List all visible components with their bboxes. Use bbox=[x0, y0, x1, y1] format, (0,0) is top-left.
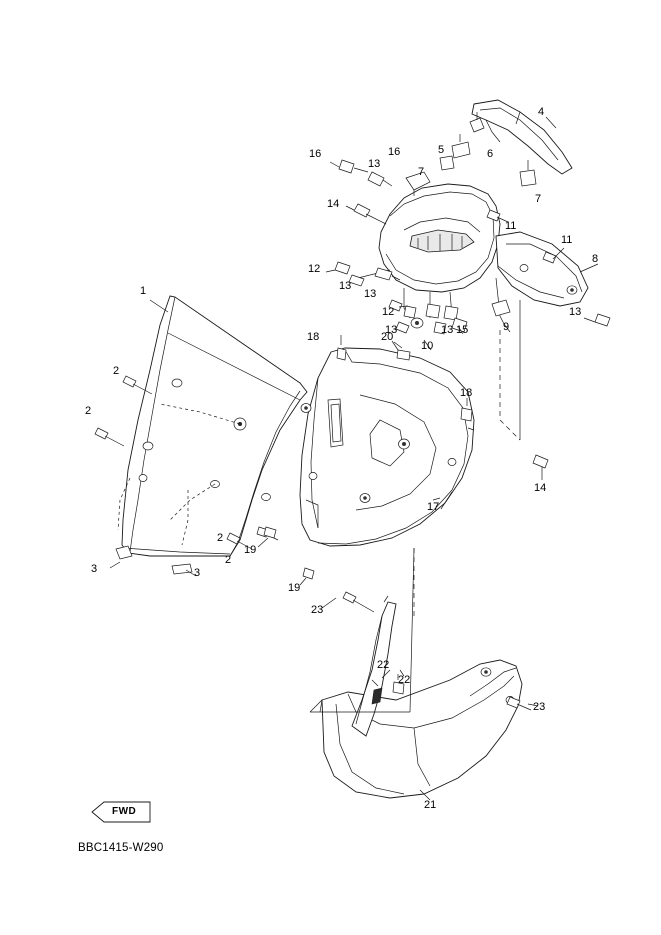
callout-16a: 16 bbox=[309, 148, 322, 160]
callout-14b: 14 bbox=[534, 482, 547, 494]
callout-6: 6 bbox=[487, 148, 494, 160]
callout-5: 5 bbox=[438, 144, 445, 156]
callout-2a: 2 bbox=[113, 365, 120, 377]
callout-23a: 23 bbox=[311, 604, 324, 616]
callout-22b: 22 bbox=[398, 674, 411, 686]
part-number-label: BBC1415-W290 bbox=[78, 842, 164, 854]
callout-2b: 2 bbox=[85, 405, 92, 417]
callout-13f: 13 bbox=[569, 306, 582, 318]
callout-13c: 13 bbox=[364, 288, 377, 300]
callout-14a: 14 bbox=[327, 198, 340, 210]
callout-13a: 13 bbox=[368, 158, 381, 170]
callout-15: 15 bbox=[456, 324, 469, 336]
callout-19a: 19 bbox=[244, 544, 257, 556]
windshield-group bbox=[116, 296, 307, 574]
callout-7b: 7 bbox=[535, 193, 542, 205]
fwd-label: FWD bbox=[112, 806, 137, 817]
callout-13e: 13 bbox=[441, 324, 454, 336]
callout-12a: 12 bbox=[308, 263, 321, 275]
callout-10: 10 bbox=[421, 340, 434, 352]
callout-3b: 3 bbox=[194, 567, 201, 579]
callout-8: 8 bbox=[592, 253, 599, 265]
callout-20: 20 bbox=[381, 331, 394, 343]
callout-23b: 23 bbox=[533, 701, 546, 713]
callout-1: 1 bbox=[140, 285, 147, 297]
callout-13d: 13 bbox=[385, 324, 398, 336]
callout-21: 21 bbox=[424, 799, 437, 811]
callout-22a: 22 bbox=[377, 659, 390, 671]
callout-9: 9 bbox=[503, 321, 510, 333]
callout-19b: 19 bbox=[288, 582, 301, 594]
callout-18b: 18 bbox=[460, 387, 473, 399]
side-cowl-group bbox=[300, 348, 474, 546]
callout-18a: 18 bbox=[307, 331, 320, 343]
callout-12b: 12 bbox=[382, 306, 395, 318]
callout-17: 17 bbox=[427, 501, 440, 513]
callout-3a: 3 bbox=[91, 563, 98, 575]
callout-7a: 7 bbox=[418, 166, 425, 178]
lower-cowl-group bbox=[320, 660, 522, 798]
callout-2d: 2 bbox=[225, 554, 232, 566]
callout-16b: 16 bbox=[388, 146, 401, 158]
callout-13b: 13 bbox=[339, 280, 352, 292]
callout-4: 4 bbox=[538, 106, 545, 118]
callout-11b: 11 bbox=[561, 234, 573, 246]
callout-2c: 2 bbox=[217, 532, 224, 544]
callout-11a: 11 bbox=[505, 220, 517, 232]
